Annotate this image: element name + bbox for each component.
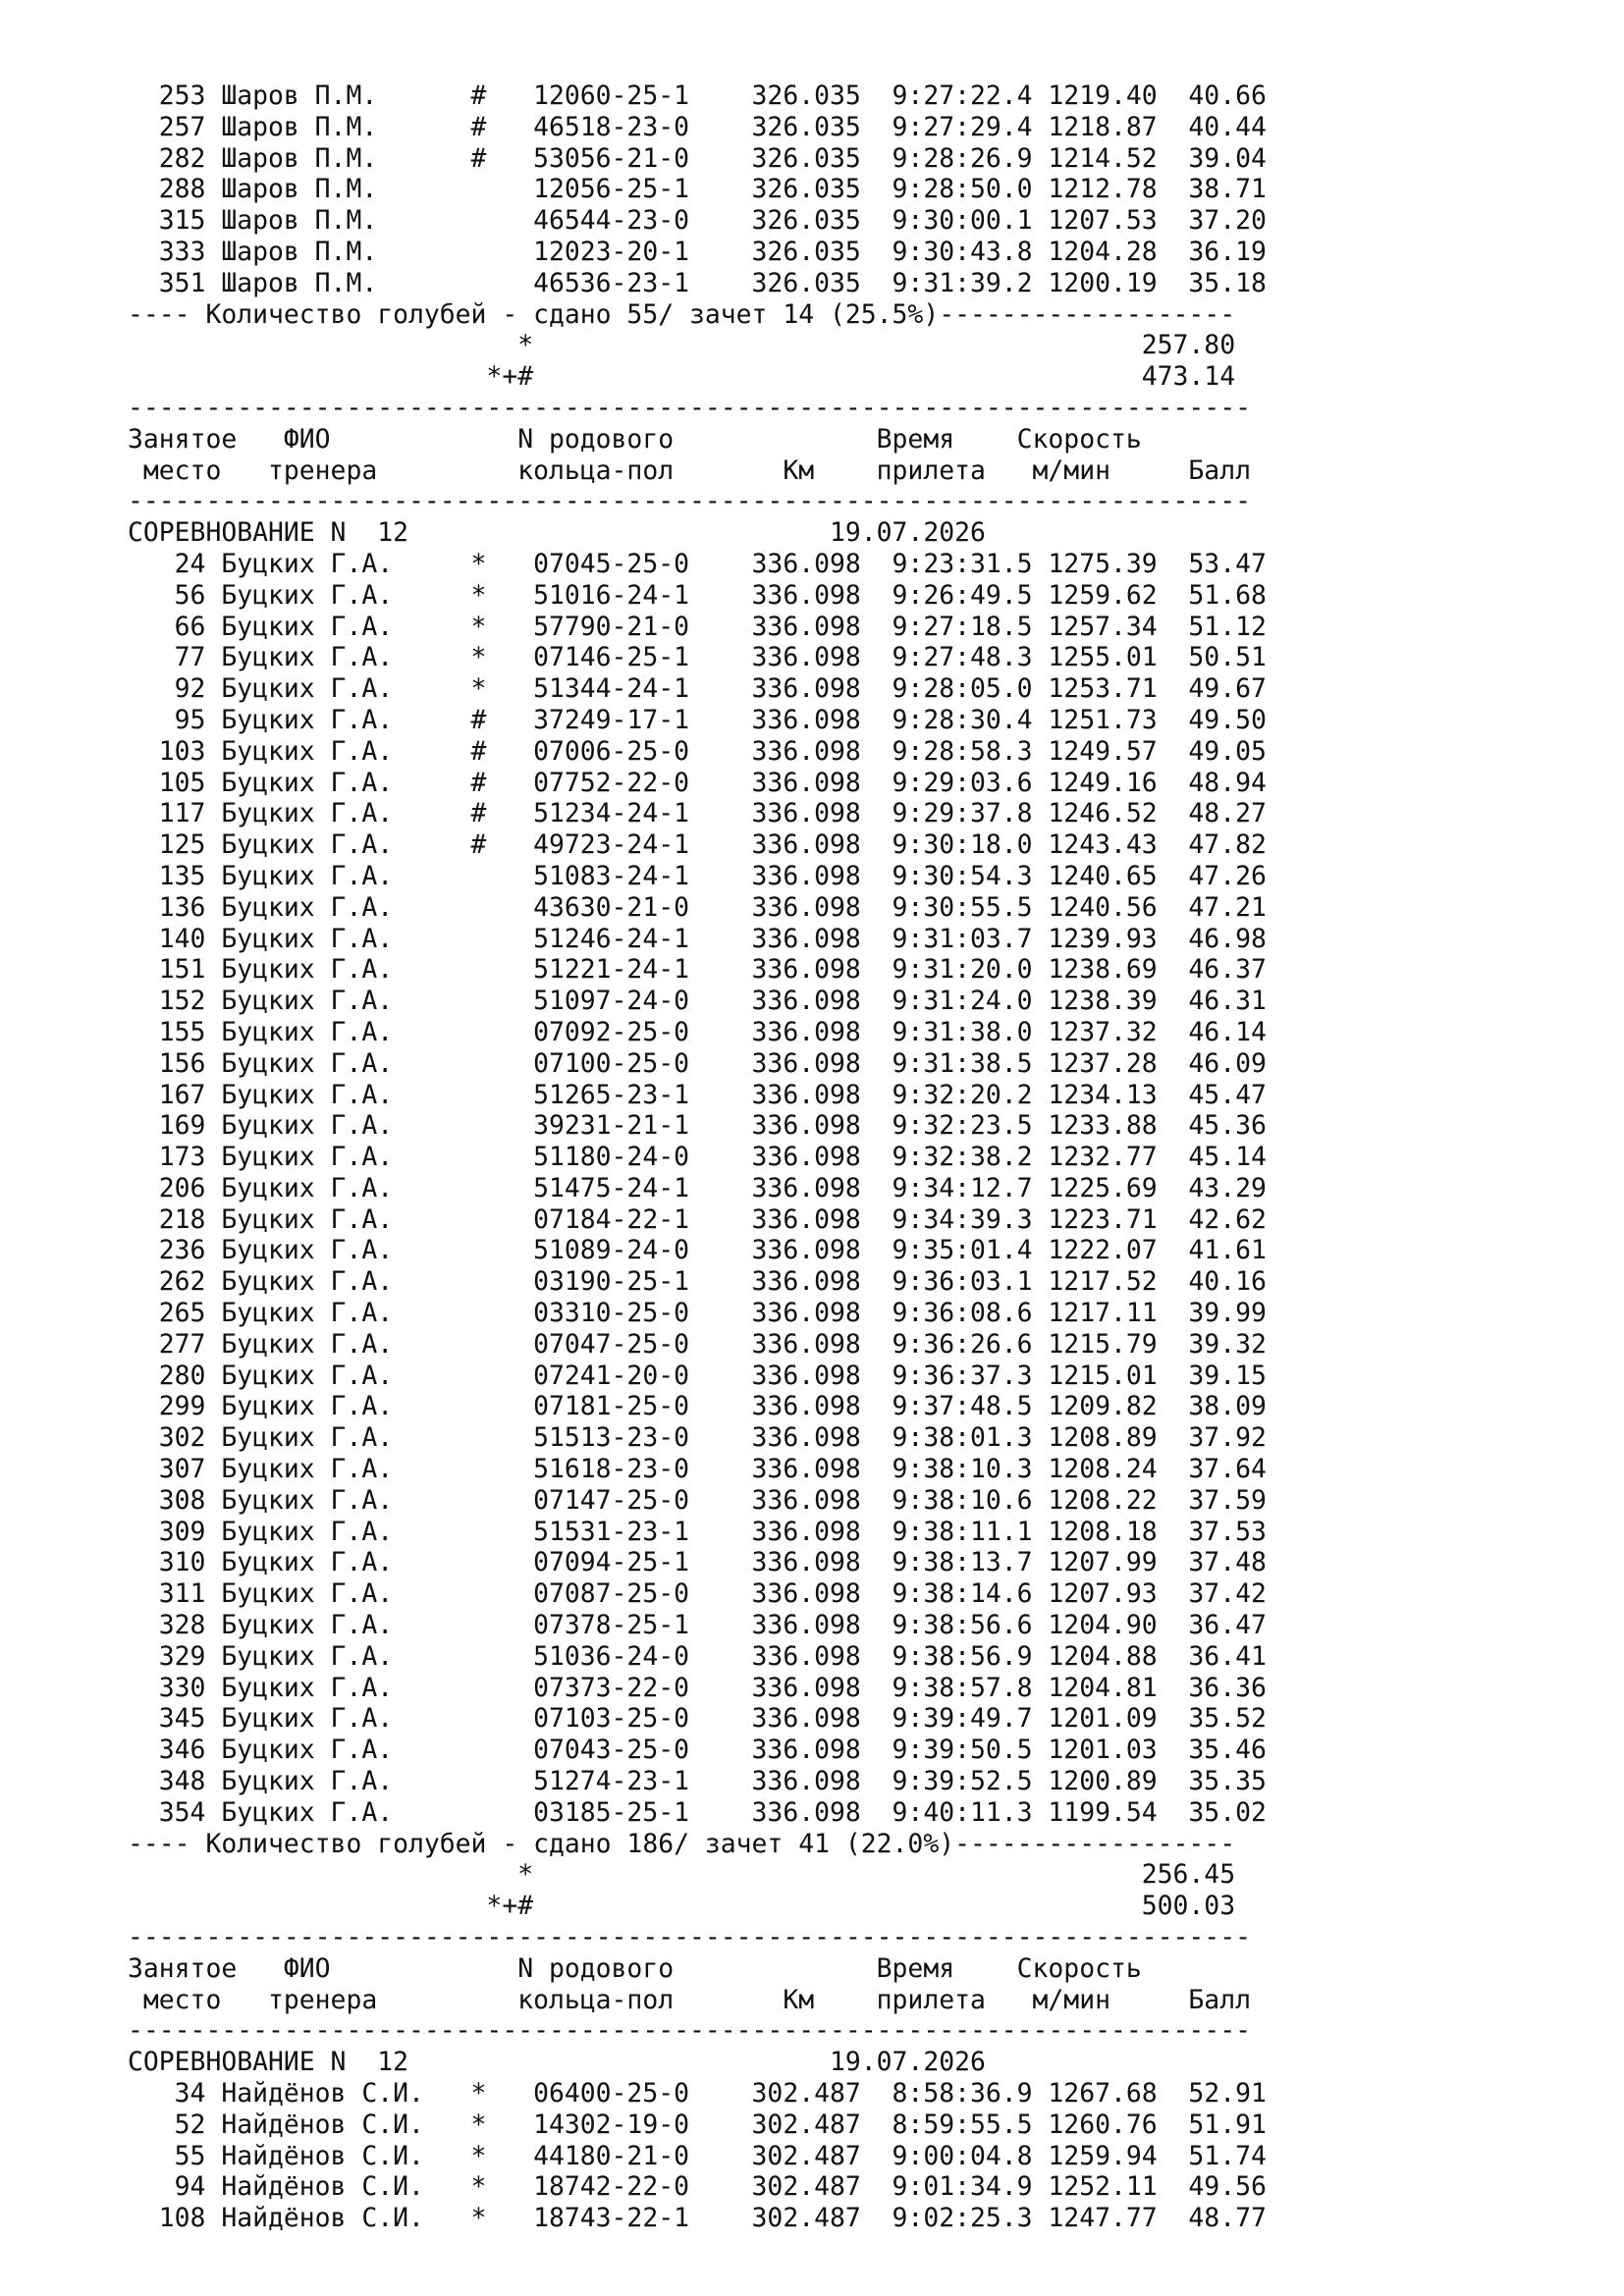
report-row: 257 Шаров П.М. # 46518-23-0 326.035 9:27:29.4 1218.87 40.44 [128, 111, 1267, 142]
report-row: 125 Буцких Г.А. # 49723-24-1 336.098 9:30:18.0 1243.43 47.82 [128, 829, 1267, 861]
report-row: 328 Буцких Г.А. 07378-25-1 336.098 9:38:56.6 1204.90 36.47 [128, 1610, 1267, 1641]
report-row: 329 Буцких Г.А. 51036-24-0 336.098 9:38:56.9 1204.88 36.41 [128, 1640, 1267, 1672]
report-row: 330 Буцких Г.А. 07373-22-0 336.098 9:38:57.8 1204.81 36.36 [128, 1672, 1267, 1703]
column-header: Занятое ФИО N родового Время Скорость [128, 1952, 1142, 1984]
separator-line: ------------------------------------------------------------------------ [128, 1922, 1251, 1953]
report-row: 277 Буцких Г.А. 07047-25-0 336.098 9:36:26.6 1215.79 39.32 [128, 1328, 1267, 1360]
column-header: место тренера кольца-пол Км прилета м/мин Балл [128, 1984, 1251, 2015]
report-row: 135 Буцких Г.А. 51083-24-1 336.098 9:30:54.3 1240.65 47.26 [128, 860, 1267, 891]
report-row: 105 Буцких Г.А. # 07752-22-0 336.098 9:29:03.6 1249.16 48.94 [128, 767, 1267, 798]
points-total: * 256.45 [128, 1859, 1236, 1891]
report-row: 302 Буцких Г.А. 51513-23-0 336.098 9:38:01.3 1208.89 37.92 [128, 1422, 1267, 1454]
report-row: 309 Буцких Г.А. 51531-23-1 336.098 9:38:11.1 1208.18 37.53 [128, 1516, 1267, 1547]
report-row: 346 Буцких Г.А. 07043-25-0 336.098 9:39:50.5 1201.03 35.46 [128, 1735, 1267, 1766]
report-row: 55 Найдёнов С.И. * 44180-21-0 302.487 9:00:04.8 1259.94 51.74 [128, 2140, 1267, 2171]
pigeon-count-summary: ---- Количество голубей - сдано 55/ зачет 14 (25.5%)------------------- [128, 298, 1236, 330]
report-row: 167 Буцких Г.А. 51265-23-1 336.098 9:32:20.2 1234.13 45.47 [128, 1079, 1267, 1110]
report-row: 236 Буцких Г.А. 51089-24-0 336.098 9:35:01.4 1222.07 41.61 [128, 1235, 1267, 1266]
report-row: 52 Найдёнов С.И. * 14302-19-0 302.487 8:59:55.5 1260.76 51.91 [128, 2109, 1267, 2140]
report-row: 265 Буцких Г.А. 03310-25-0 336.098 9:36:08.6 1217.11 39.99 [128, 1298, 1267, 1329]
report-row: 253 Шаров П.М. # 12060-25-1 326.035 9:27:22.4 1219.40 40.66 [128, 80, 1267, 111]
report-row: 218 Буцких Г.А. 07184-22-1 336.098 9:34:39.3 1223.71 42.62 [128, 1203, 1267, 1235]
report-row: 288 Шаров П.М. 12056-25-1 326.035 9:28:50.0 1212.78 38.71 [128, 174, 1267, 205]
separator-line: ------------------------------------------------------------------------ [128, 486, 1251, 517]
report-row: 140 Буцких Г.А. 51246-24-1 336.098 9:31:03.7 1239.93 46.98 [128, 923, 1267, 954]
report-row: 299 Буцких Г.А. 07181-25-0 336.098 9:37:48.5 1209.82 38.09 [128, 1391, 1267, 1422]
report-row: 262 Буцких Г.А. 03190-25-1 336.098 9:36:03.1 1217.52 40.16 [128, 1266, 1267, 1298]
report-row: 92 Буцких Г.А. * 51344-24-1 336.098 9:28:05.0 1253.71 49.67 [128, 673, 1267, 705]
report-row: 24 Буцких Г.А. * 07045-25-0 336.098 9:23:31.5 1275.39 53.47 [128, 548, 1267, 579]
report-row: 282 Шаров П.М. # 53056-21-0 326.035 9:28:26.9 1214.52 39.04 [128, 142, 1267, 174]
report-row: 151 Буцких Г.А. 51221-24-1 336.098 9:31:20.0 1238.69 46.37 [128, 954, 1267, 986]
report-row: 315 Шаров П.М. 46544-23-0 326.035 9:30:00.1 1207.53 37.20 [128, 205, 1267, 237]
report-row: 206 Буцких Г.А. 51475-24-1 336.098 9:34:12.7 1225.69 43.29 [128, 1172, 1267, 1203]
points-total: * 257.80 [128, 330, 1236, 361]
report-row: 307 Буцких Г.А. 51618-23-0 336.098 9:38:10.3 1208.24 37.64 [128, 1454, 1267, 1485]
report-row: 173 Буцких Г.А. 51180-24-0 336.098 9:32:38.2 1232.77 45.14 [128, 1142, 1267, 1173]
points-total: *+# 473.14 [128, 361, 1236, 393]
points-total: *+# 500.03 [128, 1891, 1236, 1922]
report-row: 348 Буцких Г.А. 51274-23-1 336.098 9:39:52.5 1200.89 35.35 [128, 1766, 1267, 1797]
report-row: 308 Буцких Г.А. 07147-25-0 336.098 9:38:10.6 1208.22 37.59 [128, 1484, 1267, 1516]
report-row: 333 Шаров П.М. 12023-20-1 326.035 9:30:43.8 1204.28 36.19 [128, 236, 1267, 267]
report-row: 103 Буцких Г.А. # 07006-25-0 336.098 9:28:58.3 1249.57 49.05 [128, 735, 1267, 767]
report-row: 280 Буцких Г.А. 07241-20-0 336.098 9:36:37.3 1215.01 39.15 [128, 1360, 1267, 1391]
report-row: 95 Буцких Г.А. # 37249-17-1 336.098 9:28:30.4 1251.73 49.50 [128, 704, 1267, 735]
separator-line: ------------------------------------------------------------------------ [128, 2015, 1251, 2047]
report-row: 94 Найдёнов С.И. * 18742-22-0 302.487 9:01:34.9 1252.11 49.56 [128, 2171, 1267, 2203]
report-row: 345 Буцких Г.А. 07103-25-0 336.098 9:39:49.7 1201.09 35.52 [128, 1703, 1267, 1735]
competition-heading: СОРЕВНОВАНИЕ N 12 19.07.2026 [128, 2047, 986, 2078]
race-results-report [128, 80, 1267, 2234]
report-row: 108 Найдёнов С.И. * 18743-22-1 302.487 9:02:25.3 1247.77 48.77 [128, 2203, 1267, 2234]
report-row: 155 Буцких Г.А. 07092-25-0 336.098 9:31:38.0 1237.32 46.14 [128, 1016, 1267, 1047]
report-row: 56 Буцких Г.А. * 51016-24-1 336.098 9:26:49.5 1259.62 51.68 [128, 579, 1267, 611]
report-row: 354 Буцких Г.А. 03185-25-1 336.098 9:40:11.3 1199.54 35.02 [128, 1796, 1267, 1828]
report-row: 34 Найдёнов С.И. * 06400-25-0 302.487 8:58:36.9 1267.68 52.91 [128, 2078, 1267, 2109]
report-row: 117 Буцких Г.А. # 51234-24-1 336.098 9:29:37.8 1246.52 48.27 [128, 798, 1267, 829]
report-row: 156 Буцких Г.А. 07100-25-0 336.098 9:31:38.5 1237.28 46.09 [128, 1047, 1267, 1079]
report-row: 169 Буцких Г.А. 39231-21-1 336.098 9:32:23.5 1233.88 45.36 [128, 1110, 1267, 1142]
report-row: 351 Шаров П.М. 46536-23-1 326.035 9:31:39.2 1200.19 35.18 [128, 267, 1267, 298]
column-header: место тренера кольца-пол Км прилета м/мин Балл [128, 454, 1251, 486]
report-row: 66 Буцких Г.А. * 57790-21-0 336.098 9:27:18.5 1257.34 51.12 [128, 611, 1267, 642]
report-row: 136 Буцких Г.А. 43630-21-0 336.098 9:30:55.5 1240.56 47.21 [128, 891, 1267, 923]
competition-heading: СОРЕВНОВАНИЕ N 12 19.07.2026 [128, 517, 986, 549]
report-row: 310 Буцких Г.А. 07094-25-1 336.098 9:38:13.7 1207.99 37.48 [128, 1547, 1267, 1578]
report-row: 152 Буцких Г.А. 51097-24-0 336.098 9:31:24.0 1238.39 46.31 [128, 986, 1267, 1017]
column-header: Занятое ФИО N родового Время Скорость [128, 423, 1142, 454]
report-row: 77 Буцких Г.А. * 07146-25-1 336.098 9:27:48.3 1255.01 50.51 [128, 642, 1267, 673]
pigeon-count-summary: ---- Количество голубей - сдано 186/ зачет 41 (22.0%)------------------ [128, 1828, 1236, 1859]
separator-line: ------------------------------------------------------------------------ [128, 392, 1251, 423]
report-row: 311 Буцких Г.А. 07087-25-0 336.098 9:38:14.6 1207.93 37.42 [128, 1578, 1267, 1610]
